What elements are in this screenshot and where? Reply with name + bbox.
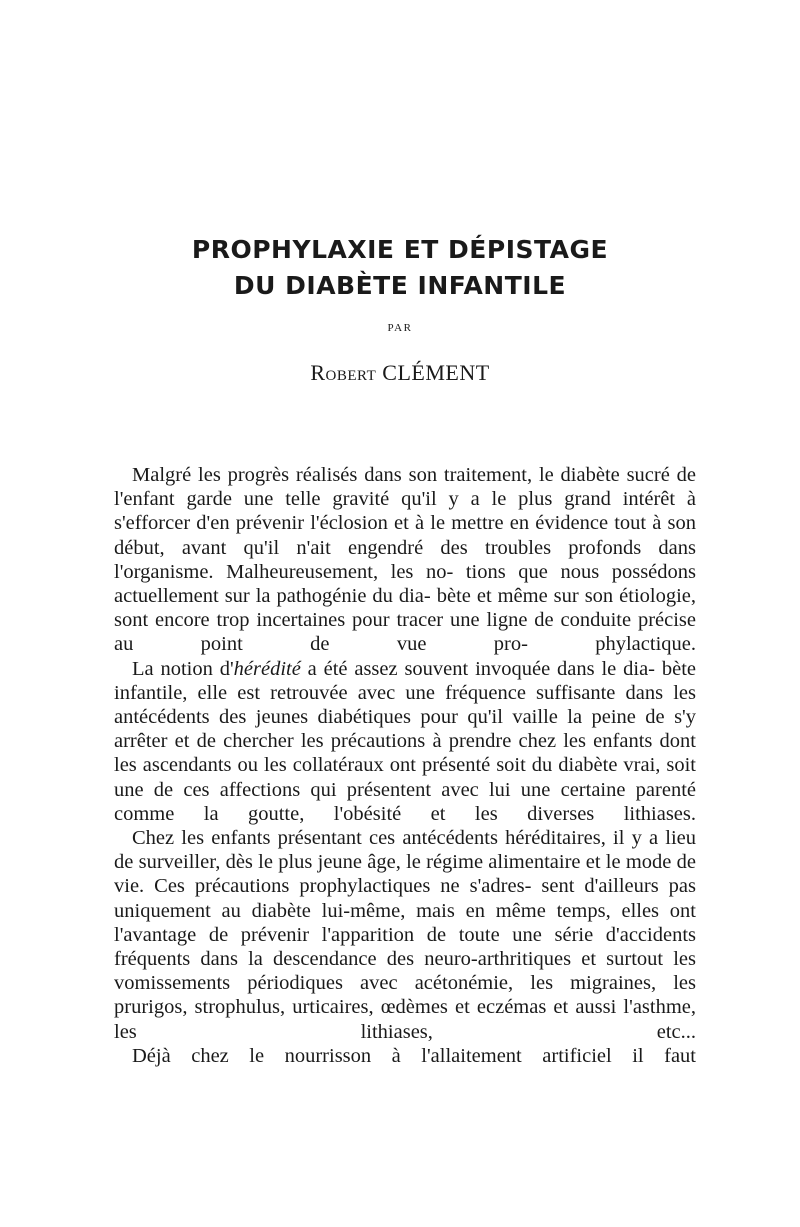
text-line: pour tracer une ligne de conduite précise au point de vue pro- xyxy=(114,609,696,656)
text-line: chez les enfants dont les ascendants ou les collatéraux ont xyxy=(114,730,696,777)
author-first-name: Robert xyxy=(310,360,377,385)
text-line: toute une série d'accidents fréquents dans la descendance des xyxy=(114,923,697,971)
article-title-line-2: DU DIABÈTE INFANTILE xyxy=(233,271,567,300)
text-line: grand intérêt à s'efforcer d'en prévenir l'éclosion et à le mettre xyxy=(114,488,697,535)
author-last-name: CLÉMENT xyxy=(382,360,490,385)
text-line: en évidence tout à son début, avant qu'il n'ait engendré des xyxy=(114,512,697,559)
emphasis-text: hérédité xyxy=(233,657,301,680)
text-line: sucré de l'enfant garde une telle gravité qu'il y a le plus xyxy=(114,464,696,511)
text-line: Déjà chez le nourrisson à l'allaitement artificiel il faut xyxy=(132,1044,696,1067)
text-line: tions que nous possédons actuellement sur la pathogénie du dia- xyxy=(114,560,697,608)
text-line: œdèmes et eczémas et aussi l'asthme, les lithiases, etc... xyxy=(114,996,697,1043)
text-line: et le mode de vie. Ces précautions prophylactiques ne s'adres- xyxy=(114,851,697,898)
text-segment: a été assez souvent invoquée dans le dia- xyxy=(300,657,655,680)
paragraph xyxy=(114,1044,696,1068)
text-line: présenté soit du diabète vrai, soit une de ces affections qui xyxy=(114,754,697,801)
text-line: acétonémie, les migraines, les prurigos, strophulus, urticaires, xyxy=(114,972,697,1019)
text-line: phylactique. xyxy=(595,633,696,656)
paragraph xyxy=(114,657,696,826)
byline: PAR xyxy=(387,322,413,334)
article-title-line-1: PROPHYLAXIE ET DÉPISTAGE xyxy=(191,235,609,264)
text-line: sent d'ailleurs pas uniquement au diabète lui-même, mais en xyxy=(114,875,696,922)
text-line: neuro-arthritiques et surtout les vomissements périodiques avec xyxy=(114,948,696,995)
paragraph xyxy=(114,826,696,1044)
text-line: troubles profonds dans l'organisme. Malheureusement, les no- xyxy=(114,536,697,583)
paragraph xyxy=(114,463,696,657)
text-segment: La notion d' xyxy=(132,657,234,680)
text-line: bète et même sur son étiologie, sont encore trop incertaines xyxy=(114,585,697,632)
text-line: bète infantile, elle est retrouvée avec une fréquence suffisante xyxy=(114,657,697,704)
text-line: dans les antécédents des jeunes diabétiques pour qu'il vaille la xyxy=(114,681,696,729)
text-line: l'obésité et les diverses lithiases. xyxy=(333,802,697,825)
text-line: Malgré les progrès réalisés dans son traitement, le diabète xyxy=(132,464,620,486)
text-line: Chez les enfants présentant ces antécédents héréditaires, il y xyxy=(132,827,642,850)
text-line: a lieu de surveiller, dès le plus jeune âge, le régime alimentaire xyxy=(114,827,697,874)
article-body xyxy=(114,463,696,1068)
author-name xyxy=(0,360,800,386)
text-line: peine de s'y arrêter et de chercher les précautions à prendre xyxy=(114,706,696,753)
text-line: même temps, elles ont l'avantage de prévenir l'apparition de xyxy=(114,899,697,946)
text-line: présentent avec lui une certaine parenté comme la goutte, xyxy=(114,778,696,825)
